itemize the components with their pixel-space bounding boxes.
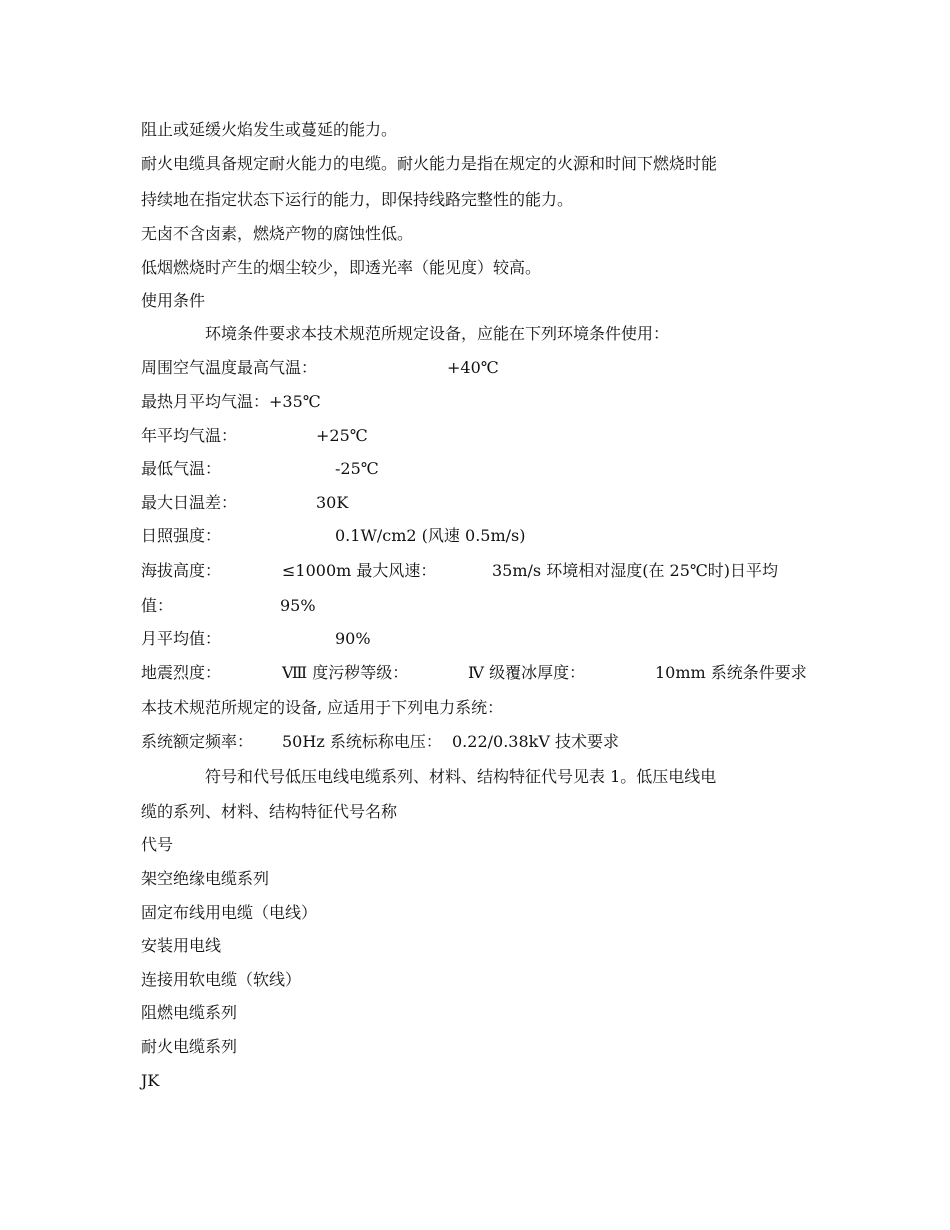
codes-intro-line: 缆的系列、材料、结构特征代号名称 xyxy=(141,802,398,821)
env-min-temp-value: -25℃ xyxy=(335,459,379,478)
paragraph-line: 持续地在指定状态下运行的能力，即保持线路完整性的能力。 xyxy=(141,190,574,209)
env-max-temp-value: +40℃ xyxy=(447,358,499,377)
env-daily-diff-label: 最大日温差： xyxy=(141,493,238,512)
env-sunlight-label: 日照强度： xyxy=(141,526,222,545)
code-item: 架空绝缘电缆系列 xyxy=(141,869,270,888)
paragraph-line: 无卤不含卤素，燃烧产物的腐蚀性低。 xyxy=(141,224,414,243)
env-pollution-value: Ⅳ 级覆冰厚度： xyxy=(468,663,586,682)
env-quake-label: 地震烈度： xyxy=(141,663,222,682)
paragraph-line: 阻止或延缓火焰发生或蔓延的能力。 xyxy=(141,120,398,139)
env-daily-avg-label: 值： xyxy=(141,596,174,615)
env-altitude-label: 海拔高度： xyxy=(141,561,222,580)
env-max-temp-label: 周围空气温度最高气温： xyxy=(141,358,318,377)
code-item: 代号 xyxy=(141,835,174,854)
env-daily-diff-value: 30K xyxy=(316,493,349,512)
code-item: 耐火电缆系列 xyxy=(141,1037,238,1056)
system-freq-label: 系统额定频率： xyxy=(141,732,254,751)
paragraph-line: 耐火电缆具备规定耐火能力的电缆。耐火能力是指在规定的火源和时间下燃烧时能 xyxy=(141,154,718,173)
system-line: 本技术规范所规定的设备, 应适用于下列电力系统： xyxy=(141,698,504,717)
env-min-temp-label: 最低气温： xyxy=(141,459,222,478)
env-hottest-month: 最热月平均气温：+35℃ xyxy=(141,392,321,411)
env-altitude-value: ≤1000m 最大风速： xyxy=(282,561,437,580)
env-annual-avg-label: 年平均气温： xyxy=(141,426,238,445)
code-item: 固定布线用电缆（电线） xyxy=(141,903,318,922)
section-heading: 使用条件 xyxy=(141,291,206,310)
env-quake-value: Ⅷ 度污秽等级： xyxy=(282,663,409,682)
paragraph-line: 低烟燃烧时产生的烟尘较少，即透光率（能见度）较高。 xyxy=(141,258,542,277)
env-monthly-avg-value: 90% xyxy=(335,629,371,648)
env-ice-value: 10mm 系统条件要求 xyxy=(655,663,807,682)
code-item: 连接用软电缆（软线） xyxy=(141,970,302,989)
code-item: 安装用电线 xyxy=(141,936,222,955)
code-item: JK xyxy=(141,1071,160,1090)
paragraph-line: 环境条件要求本技术规范所规定设备，应能在下列环境条件使用： xyxy=(205,324,670,343)
env-monthly-avg-label: 月平均值： xyxy=(141,629,222,648)
env-annual-avg-value: +25℃ xyxy=(316,426,368,445)
code-item: 阻燃电缆系列 xyxy=(141,1003,238,1022)
env-daily-avg-value: 95% xyxy=(280,596,316,615)
codes-intro-line: 符号和代号低压电线电缆系列、材料、结构特征代号见表 1。低压电线电 xyxy=(205,767,717,786)
env-sunlight-value: 0.1W/cm2 (风速 0.5m/s) xyxy=(335,526,526,545)
system-freq-value: 50Hz 系统标称电压： 0.22/0.38kV 技术要求 xyxy=(282,732,619,751)
env-wind-value: 35m/s 环境相对湿度(在 25℃时)日平均 xyxy=(492,561,779,580)
